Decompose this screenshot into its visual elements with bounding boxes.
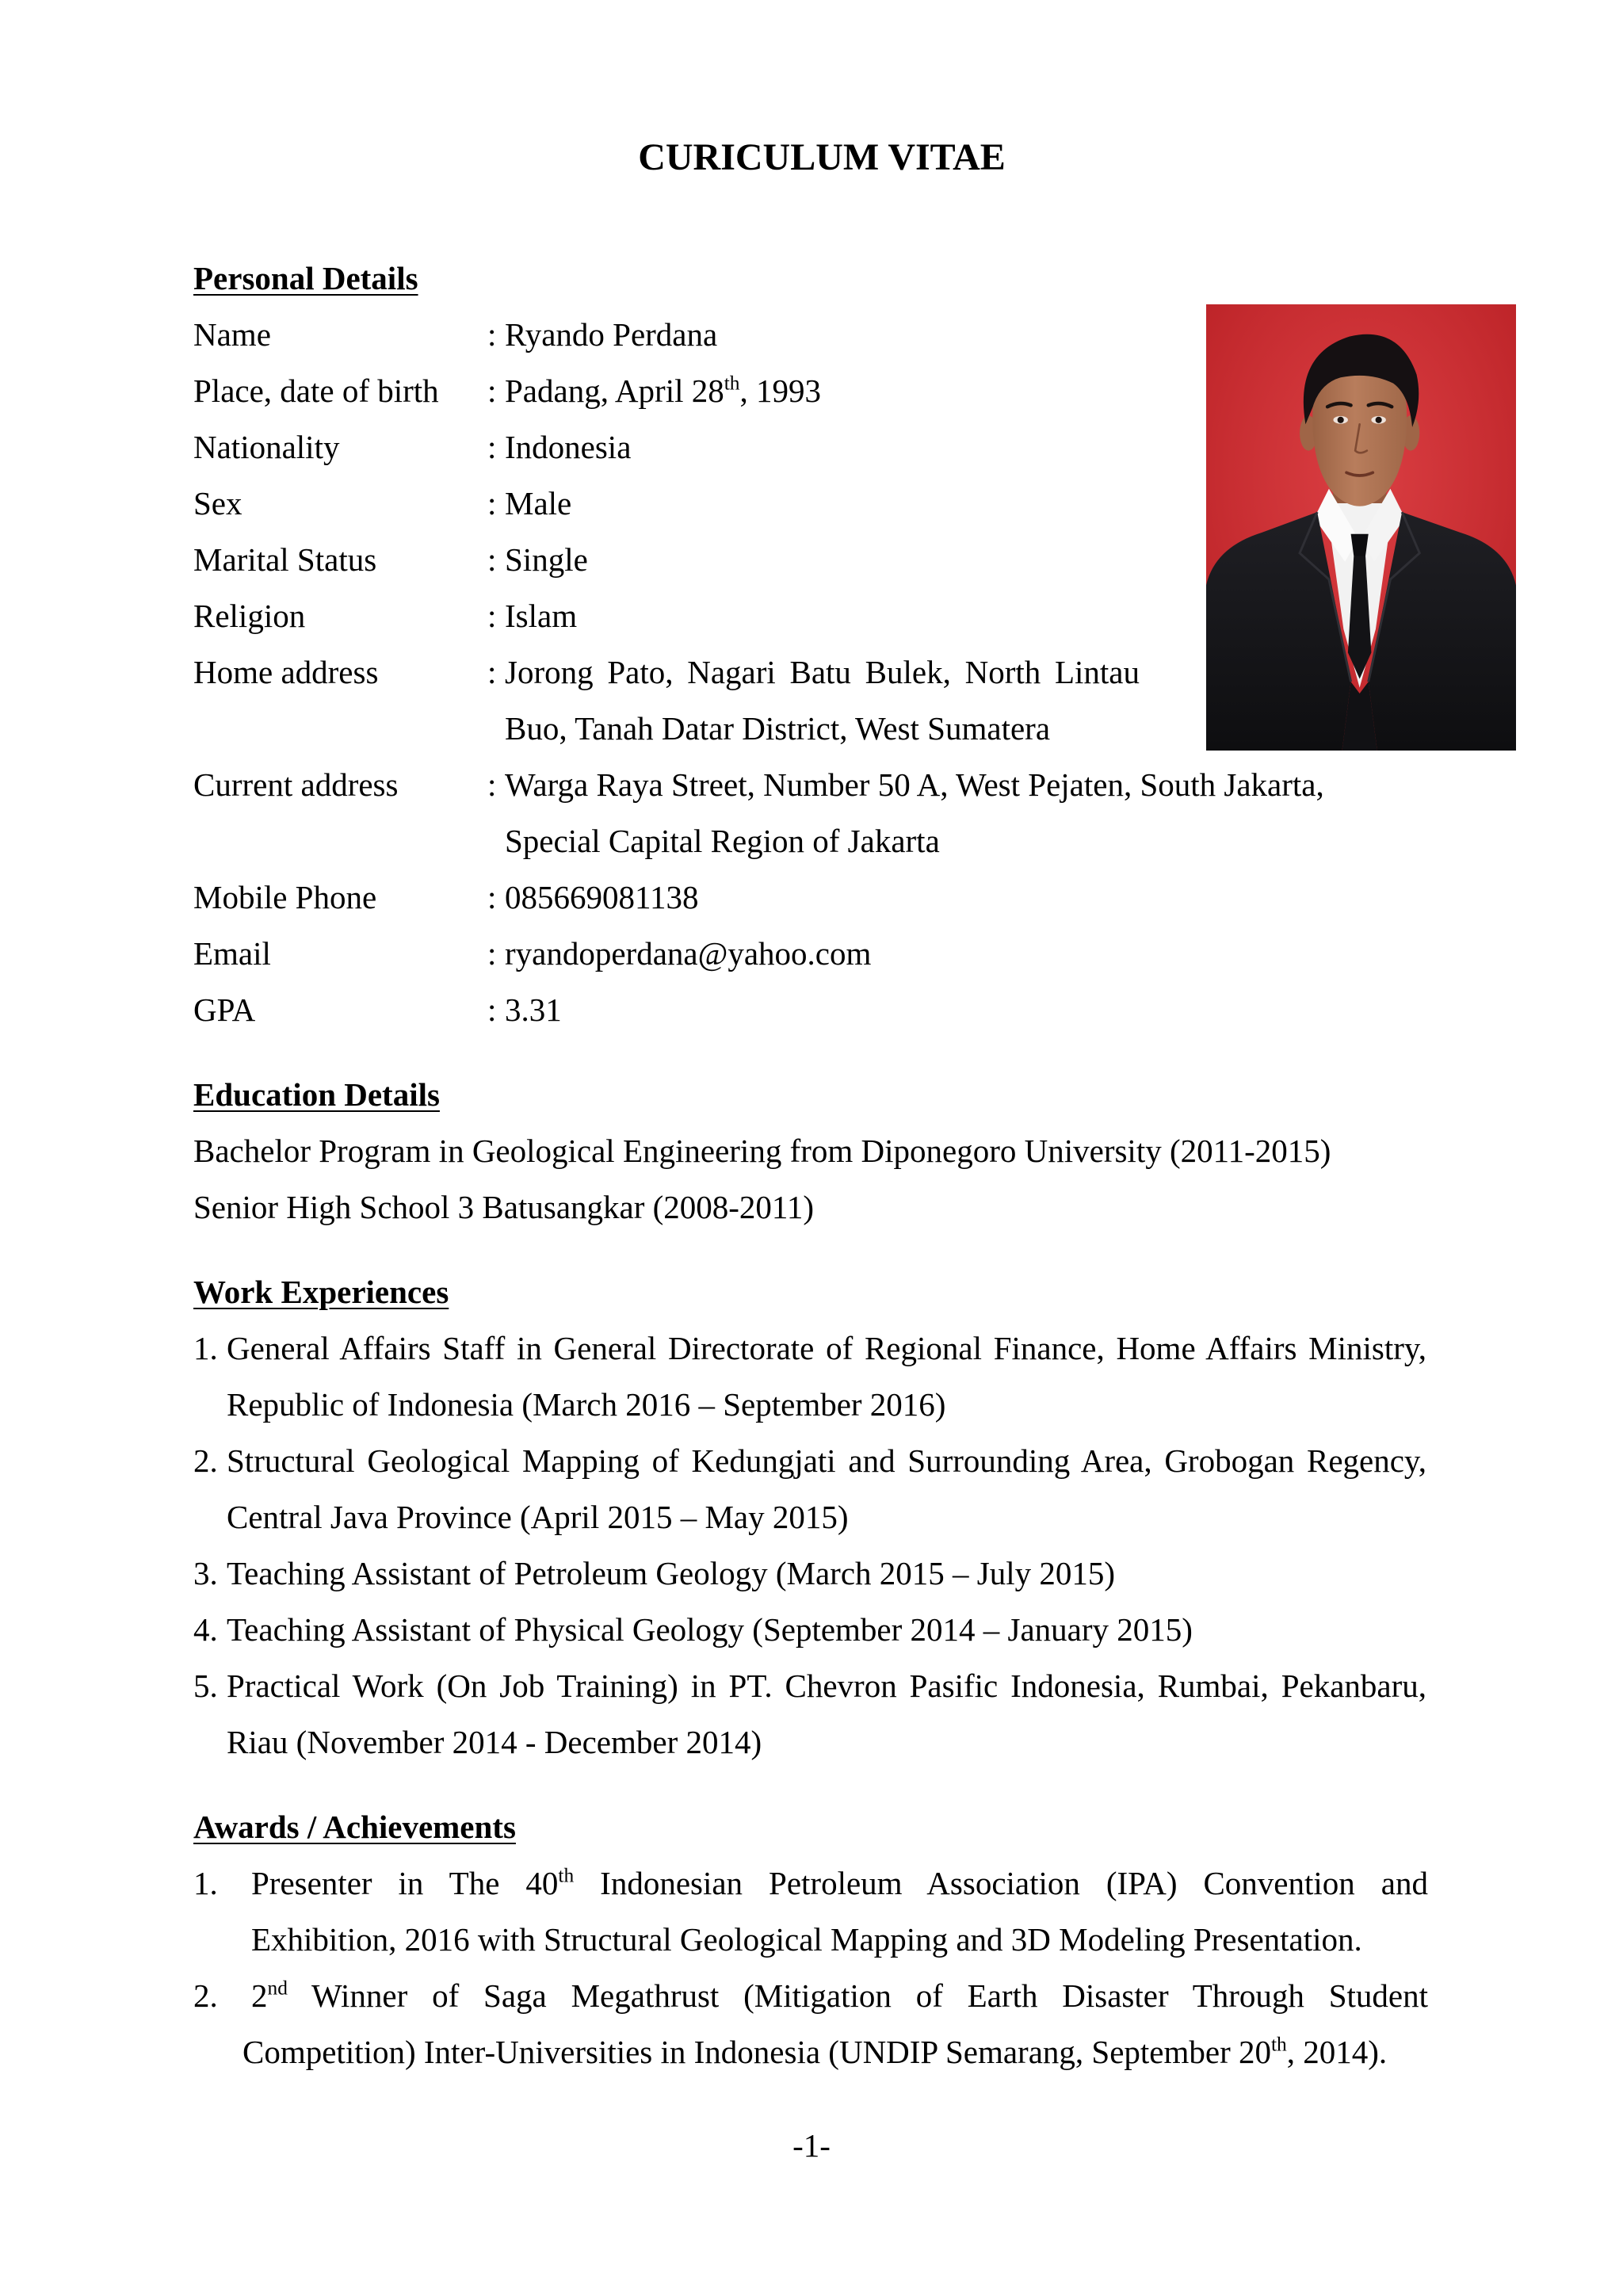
detail-separator: : (487, 541, 497, 578)
detail-row-name (193, 307, 1430, 363)
detail-separator: : (487, 766, 497, 803)
award-item (193, 1855, 1430, 1968)
work-item (193, 1433, 1430, 1545)
detail-label: Email (193, 935, 271, 972)
award-text: Indonesian Petroleum Association (IPA) Convention and (574, 1865, 1428, 1901)
work-item-text (227, 1433, 1426, 1545)
award-item-line (251, 1912, 1428, 1968)
education-heading: Education Details (193, 1076, 440, 1113)
detail-separator: : (487, 429, 497, 465)
work-item-line: Teaching Assistant of Physical Geology (September 2014 – January 2015) (227, 1611, 1193, 1648)
work-item-line: Structural Geological Mapping of Kedungjati and Surrounding Area, Grobogan Regency, (227, 1442, 1426, 1479)
award-text: 2 (251, 1977, 268, 2014)
detail-separator: : (487, 598, 497, 634)
award-item-line (251, 1855, 1428, 1912)
birth-place-date: Padang, April 28 (505, 372, 724, 409)
detail-value (505, 757, 1324, 869)
list-number: 2. (193, 1442, 218, 1479)
list-number: 2. (193, 1977, 218, 2014)
list-number: 3. (193, 1555, 218, 1591)
award-text: , 2014). (1286, 2034, 1388, 2070)
detail-label: Place, date of birth (193, 372, 439, 409)
work-item-text (227, 1320, 1426, 1433)
detail-label: GPA (193, 991, 256, 1028)
work-item-line: Riau (November 2014 - December 2014) (227, 1724, 762, 1760)
detail-row-email (193, 926, 1430, 982)
work-experience-heading: Work Experiences (193, 1274, 449, 1310)
award-item (193, 1968, 1430, 2080)
detail-row-current-address (193, 757, 1430, 869)
work-experience-section (193, 1264, 1430, 1771)
detail-label: Home address (193, 654, 379, 690)
work-item (193, 1545, 1430, 1602)
work-item (193, 1602, 1430, 1658)
work-item (193, 1320, 1430, 1433)
detail-separator: : (487, 316, 497, 353)
address-line: Warga Raya Street, Number 50 A, West Pejaten, South Jakarta, (505, 766, 1324, 803)
detail-label: Marital Status (193, 541, 377, 578)
ordinal-suffix: th (724, 372, 740, 395)
detail-label: Name (193, 316, 271, 353)
list-number: 4. (193, 1611, 218, 1648)
page-number: -1- (792, 2127, 831, 2164)
detail-separator: : (487, 991, 497, 1028)
work-item-text (227, 1545, 1426, 1602)
detail-label: Nationality (193, 429, 340, 465)
detail-row-birth (193, 363, 1430, 419)
detail-row-gpa (193, 982, 1430, 1038)
detail-label: Current address (193, 766, 399, 803)
detail-row-nationality (193, 419, 1430, 476)
address-line: Jorong Pato, Nagari Batu Bulek, North Lintau (505, 654, 1140, 690)
ordinal-suffix: th (558, 1864, 575, 1887)
detail-value (505, 363, 821, 419)
work-item-text (227, 1658, 1426, 1771)
birth-year: , 1993 (739, 372, 821, 409)
personal-details-section (193, 250, 1430, 1038)
work-item-line: Practical Work (On Job Training) in PT. Chevron Pasific Indonesia, Rumbai, Pekanbaru, (227, 1668, 1426, 1704)
detail-value: Indonesia (505, 429, 632, 465)
detail-separator: : (487, 935, 497, 972)
work-item-line: Teaching Assistant of Petroleum Geology (March 2015 – July 2015) (227, 1555, 1116, 1591)
cv-content (193, 250, 1430, 2080)
detail-label: Religion (193, 598, 306, 634)
awards-heading: Awards / Achievements (193, 1809, 516, 1845)
detail-value: 085669081138 (505, 879, 699, 915)
award-text: Exhibition, 2016 with Structural Geological Mapping and 3D Modeling Presentation. (251, 1921, 1362, 1958)
personal-details-heading: Personal Details (193, 260, 418, 296)
detail-label: Sex (193, 485, 242, 521)
address-line: Special Capital Region of Jakarta (505, 823, 940, 859)
document-title: CURICULUM VITAE (638, 136, 1006, 178)
detail-value: Male (505, 485, 572, 521)
work-item-line: Republic of Indonesia (March 2016 – September 2016) (227, 1386, 946, 1423)
work-item-text (227, 1602, 1426, 1658)
award-item-line (251, 1968, 1428, 2024)
detail-row-religion (193, 588, 1430, 644)
work-item (193, 1658, 1430, 1771)
detail-row-home-address (193, 644, 1430, 757)
detail-value: Ryando Perdana (505, 316, 718, 353)
detail-label: Mobile Phone (193, 879, 377, 915)
detail-value: 3.31 (505, 991, 562, 1028)
detail-value: ryandoperdana@yahoo.com (505, 935, 872, 972)
detail-separator: : (487, 879, 497, 915)
award-item-text (242, 1968, 1428, 2080)
detail-row-marital-status (193, 532, 1430, 588)
work-item-line: Central Java Province (April 2015 – May 2015) (227, 1499, 849, 1535)
detail-separator: : (487, 372, 497, 409)
education-item: Bachelor Program in Geological Engineering from Diponegoro University (2011-2015) (193, 1133, 1331, 1169)
award-text: Competition) Inter-Universities in Indonesia (UNDIP Semarang, September 20 (242, 2034, 1271, 2070)
address-line: Buo, Tanah Datar District, West Sumatera (505, 710, 1051, 747)
education-section (193, 1067, 1430, 1236)
education-item: Senior High School 3 Batusangkar (2008-2011) (193, 1189, 815, 1225)
detail-value: Islam (505, 598, 578, 634)
work-item-line: General Affairs Staff in General Directorate of Regional Finance, Home Affairs Ministry, (227, 1330, 1426, 1366)
detail-separator: : (487, 654, 497, 690)
list-number: 1. (193, 1330, 218, 1366)
detail-row-sex (193, 476, 1430, 532)
award-text: Presenter in The 40 (251, 1865, 559, 1901)
detail-value (505, 644, 1140, 757)
award-text: Winner of Saga Megathrust (Mitigation of Earth Disaster Through Student (287, 1977, 1428, 2014)
award-item-text (251, 1855, 1428, 1968)
detail-row-mobile-phone (193, 869, 1430, 926)
detail-value: Single (505, 541, 588, 578)
ordinal-suffix: th (1271, 2033, 1287, 2056)
awards-section (193, 1799, 1430, 2080)
detail-separator: : (487, 485, 497, 521)
award-item-line (242, 2024, 1428, 2080)
list-number: 5. (193, 1668, 218, 1704)
list-number: 1. (193, 1865, 218, 1901)
ordinal-suffix: nd (267, 1977, 288, 2000)
